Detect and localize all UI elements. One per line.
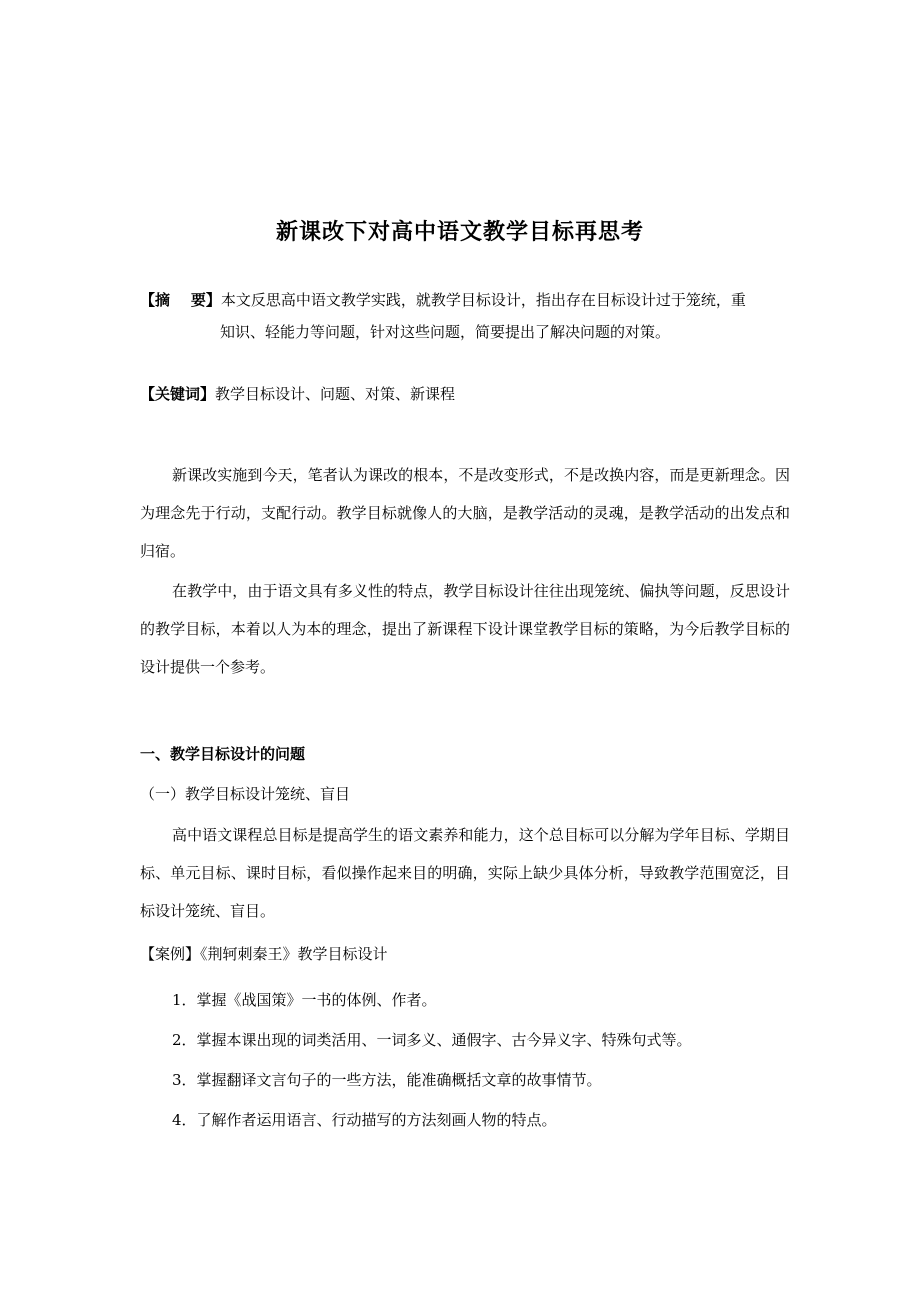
section-paragraph [140, 816, 790, 930]
case-title: 《荆轲刺秦王》教学目标设计 [200, 945, 388, 963]
case-label: 【案例】 [140, 945, 201, 963]
list-item: 3．掌握翻译文言句子的一些方法，能准确概括文章的故事情节。 [172, 1071, 602, 1089]
abstract-line-1 [140, 284, 790, 316]
keywords-text: 教学目标设计、问题、对策、新课程 [215, 385, 456, 403]
section-subheading: （一）教学目标设计笼统、盲目 [140, 785, 351, 803]
paragraph-text: 高中语文课程总目标是提高学生的语文素养和能力，这个总目标可以分解为学年目标、学期目标、单元目标、课时目标，看似操作起来目的明确，实际上缺少具体分析，导致教学范围宽泛，目标设计笼统、盲目。 [140, 826, 790, 920]
abstract-block [140, 284, 790, 348]
paragraph-text: 在教学中，由于语文具有多义性的特点，教学目标设计往往出现笼统、偏执等问题，反思设计的教学目标，本着以人为本的理念，提出了新课程下设计课堂教学目标的策略，为今后教学目标的设计提供一个参考。 [140, 582, 790, 676]
keywords-label: 【关键词】 [140, 385, 216, 403]
paragraph-text: 新课改实施到今天，笔者认为课改的根本，不是改变形式，不是改换内容，而是更新理念。因为理念先于行动，支配行动。教学目标就像人的大脑，是教学活动的灵魂，是教学活动的出发点和归宿。 [140, 466, 790, 560]
section-heading: 一、教学目标设计的问题 [140, 745, 306, 763]
keywords-block [140, 378, 790, 410]
objective-list [172, 980, 692, 1140]
abstract-label: 【摘 要】 [140, 291, 221, 309]
document-title: 新课改下对高中语文教学目标再思考 [275, 220, 644, 245]
list-item: 4．了解作者运用语言、行动描写的方法刻画人物的特点。 [172, 1111, 557, 1129]
list-item: 1．掌握《战国策》一书的体例、作者。 [172, 991, 437, 1009]
intro-paragraph-1 [140, 456, 790, 570]
intro-paragraph-2 [140, 572, 790, 686]
abstract-text-2: 知识、轻能力等问题，针对这些问题，简要提出了解决问题的对策。 [220, 323, 671, 341]
case-heading [140, 940, 388, 968]
abstract-text-1: 本文反思高中语文教学实践，就教学目标设计，指出存在目标设计过于笼统，重 [220, 291, 746, 309]
list-item: 2．掌握本课出现的词类活用、一词多义、通假字、古今异义字、特殊句式等。 [172, 1031, 692, 1049]
